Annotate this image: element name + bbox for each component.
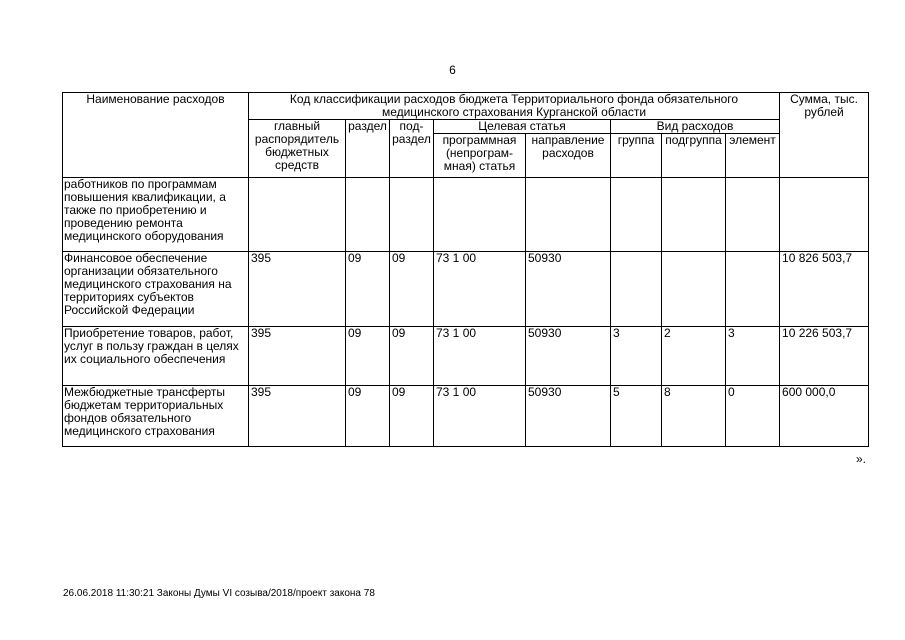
row-subsection xyxy=(390,178,434,252)
row-subgroup xyxy=(662,252,726,327)
row-name: работников по программам повышения квалификации, а также по приобретению и проведению ремонта медицинского оборудования xyxy=(63,178,249,252)
row-element xyxy=(726,252,780,327)
row-element: 3 xyxy=(726,327,780,386)
header-section: раздел xyxy=(346,120,390,178)
row-subgroup xyxy=(662,178,726,252)
row-element: 0 xyxy=(726,386,780,447)
header-main-manager: главный распорядитель бюджетных средств xyxy=(249,120,346,178)
row-section xyxy=(346,178,390,252)
document-footer: 26.06.2018 11:30:21 Законы Думы VI созыва/2018/проект закона 78 xyxy=(63,588,375,599)
header-element: элемент xyxy=(726,134,780,178)
row-program xyxy=(434,178,526,252)
row-subsection: 09 xyxy=(390,252,434,327)
row-direction: 50930 xyxy=(526,386,611,447)
header-direction: направление расходов xyxy=(526,134,611,178)
table-row xyxy=(63,178,869,252)
row-name: Приобретение товаров, работ, услуг в пользу граждан в целях их социального обеспечения xyxy=(63,327,249,386)
row-subgroup: 8 xyxy=(662,386,726,447)
header-program: программная (непрограм-мная) статья xyxy=(434,134,526,178)
row-direction xyxy=(526,178,611,252)
row-subsection: 09 xyxy=(390,327,434,386)
row-name: Финансовое обеспечение организации обязательного медицинского страхования на территориях субъектов Российской Федерации xyxy=(63,252,249,327)
row-section: 09 xyxy=(346,386,390,447)
row-subgroup: 2 xyxy=(662,327,726,386)
row-section: 09 xyxy=(346,252,390,327)
row-direction: 50930 xyxy=(526,327,611,386)
header-target-article: Целевая статья xyxy=(434,120,611,134)
table-row xyxy=(63,252,869,327)
row-manager xyxy=(249,178,346,252)
closing-quote-mark: ». xyxy=(856,452,867,466)
row-group: 3 xyxy=(611,327,662,386)
row-element xyxy=(726,178,780,252)
header-subsection: под-раздел xyxy=(390,120,434,178)
row-manager: 395 xyxy=(249,386,346,447)
row-program: 73 1 00 xyxy=(434,252,526,327)
header-code-title: Код классификации расходов бюджета Территориального фонда обязательного медицинского страхования Курганской области xyxy=(249,93,780,120)
page-number: 6 xyxy=(449,63,456,77)
row-manager: 395 xyxy=(249,252,346,327)
row-direction: 50930 xyxy=(526,252,611,327)
row-group: 5 xyxy=(611,386,662,447)
header-expense-type: Вид расходов xyxy=(611,120,780,134)
row-subsection: 09 xyxy=(390,386,434,447)
header-sum: Сумма, тыс. рублей xyxy=(780,93,869,178)
row-program: 73 1 00 xyxy=(434,386,526,447)
row-manager: 395 xyxy=(249,327,346,386)
header-name: Наименование расходов xyxy=(63,93,249,178)
row-group xyxy=(611,178,662,252)
row-sum: 600 000,0 xyxy=(780,386,869,447)
row-name: Межбюджетные трансферты бюджетам территориальных фондов обязательного медицинского страхования xyxy=(63,386,249,447)
budget-table xyxy=(62,92,869,447)
row-program: 73 1 00 xyxy=(434,327,526,386)
row-group xyxy=(611,252,662,327)
header-row-1 xyxy=(63,93,869,120)
row-section: 09 xyxy=(346,327,390,386)
table-row xyxy=(63,327,869,386)
table-row xyxy=(63,386,869,447)
row-sum xyxy=(780,178,869,252)
row-sum: 10 226 503,7 xyxy=(780,327,869,386)
header-subgroup: подгруппа xyxy=(662,134,726,178)
row-sum: 10 826 503,7 xyxy=(780,252,869,327)
header-group: группа xyxy=(611,134,662,178)
